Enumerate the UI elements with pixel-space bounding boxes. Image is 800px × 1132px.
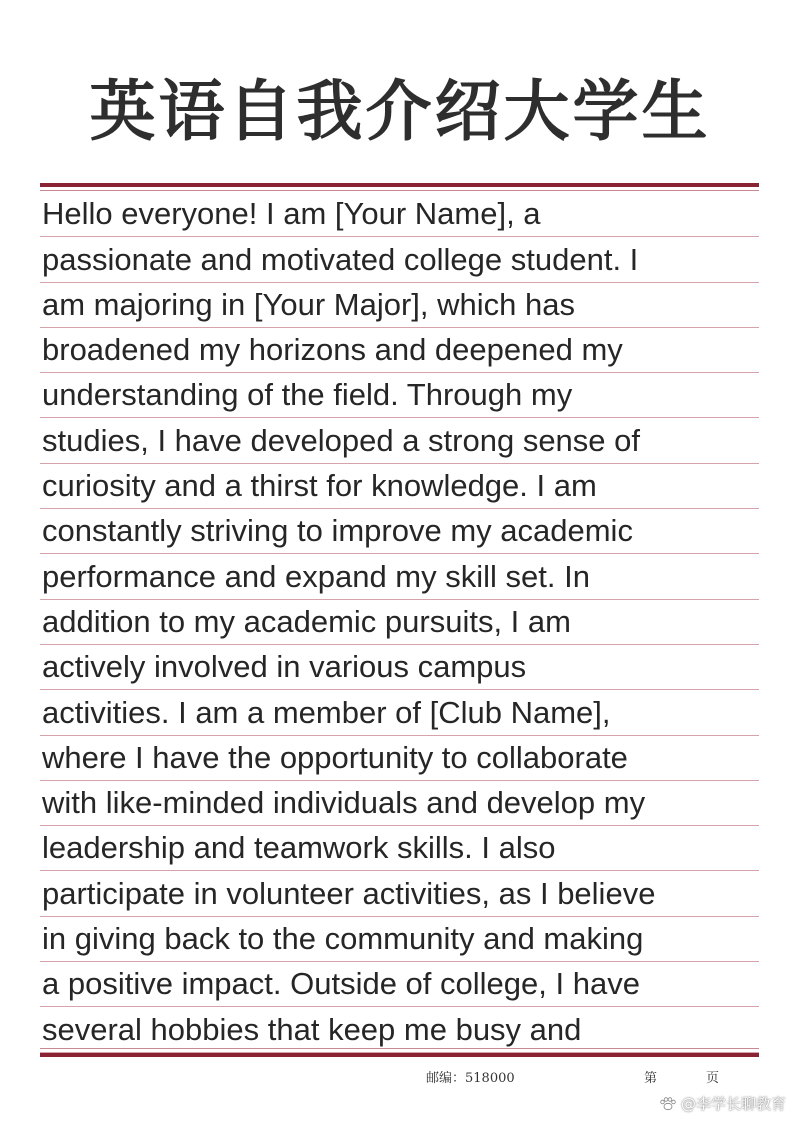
ruled-line — [40, 690, 759, 735]
ruled-line — [40, 283, 759, 328]
ruled-line — [40, 328, 759, 373]
ruled-line — [40, 781, 759, 826]
body-text-line: passionate and motivated college student. I — [42, 241, 639, 277]
ruled-line — [40, 645, 759, 690]
body-text-line: several hobbies that keep me busy and — [42, 1011, 582, 1047]
body-text-line: broadened my horizons and deepened my — [42, 332, 623, 368]
body-text-line: constantly striving to improve my academic — [42, 513, 633, 549]
ruled-line — [40, 237, 759, 282]
paw-icon — [659, 1097, 677, 1111]
ruled-text-area — [40, 192, 759, 1053]
bottom-border-rule — [40, 1053, 759, 1057]
footer-page-prefix: 第 — [644, 1071, 658, 1086]
ruled-line — [40, 418, 759, 463]
body-text-line: actively involved in various campus — [42, 649, 527, 685]
watermark-text: @李学长聊教育 — [680, 1095, 786, 1113]
ruled-line — [40, 554, 759, 599]
top-border-rule — [40, 183, 759, 187]
ruled-line — [40, 509, 759, 554]
body-text-line: Hello everyone! I am [Your Name], a — [42, 196, 541, 232]
ruled-line — [40, 917, 759, 962]
body-text-line: where I have the opportunity to collaborate — [42, 739, 628, 775]
body-text-line: performance and expand my skill set. In — [42, 558, 590, 594]
body-text-line: participate in volunteer activities, as I believe — [42, 875, 656, 911]
ruled-line — [40, 962, 759, 1007]
body-text-line: understanding of the field. Through my — [42, 377, 573, 413]
body-text-line: a positive impact. Outside of college, I have — [42, 966, 640, 1002]
body-text-line: with like-minded individuals and develop my — [42, 785, 646, 821]
document-title: 英语自我介绍大学生 — [89, 73, 711, 150]
bottom-border-thin-rule — [40, 1048, 759, 1049]
footer-postcode: 邮编：518000 — [426, 1071, 515, 1086]
ruled-line — [40, 736, 759, 781]
body-text-line: activities. I am a member of [Club Name], — [42, 694, 611, 730]
ruled-line — [40, 1007, 759, 1052]
footer-page-suffix: 页 — [706, 1071, 720, 1086]
body-text-line: am majoring in [Your Major], which has — [42, 286, 575, 322]
body-text-line: curiosity and a thirst for knowledge. I am — [42, 468, 597, 504]
body-text-line: addition to my academic pursuits, I am — [42, 603, 571, 639]
ruled-line — [40, 871, 759, 916]
top-border-thin-rule — [40, 190, 759, 191]
body-text-line: leadership and teamwork skills. I also — [42, 830, 556, 866]
ruled-line — [40, 373, 759, 418]
watermark — [659, 1093, 786, 1114]
ruled-line — [40, 464, 759, 509]
body-text-line: studies, I have developed a strong sense of — [42, 422, 641, 458]
body-text-line: in giving back to the community and making — [42, 921, 644, 957]
ruled-line — [40, 826, 759, 871]
ruled-line — [40, 600, 759, 645]
ruled-line — [40, 192, 759, 237]
